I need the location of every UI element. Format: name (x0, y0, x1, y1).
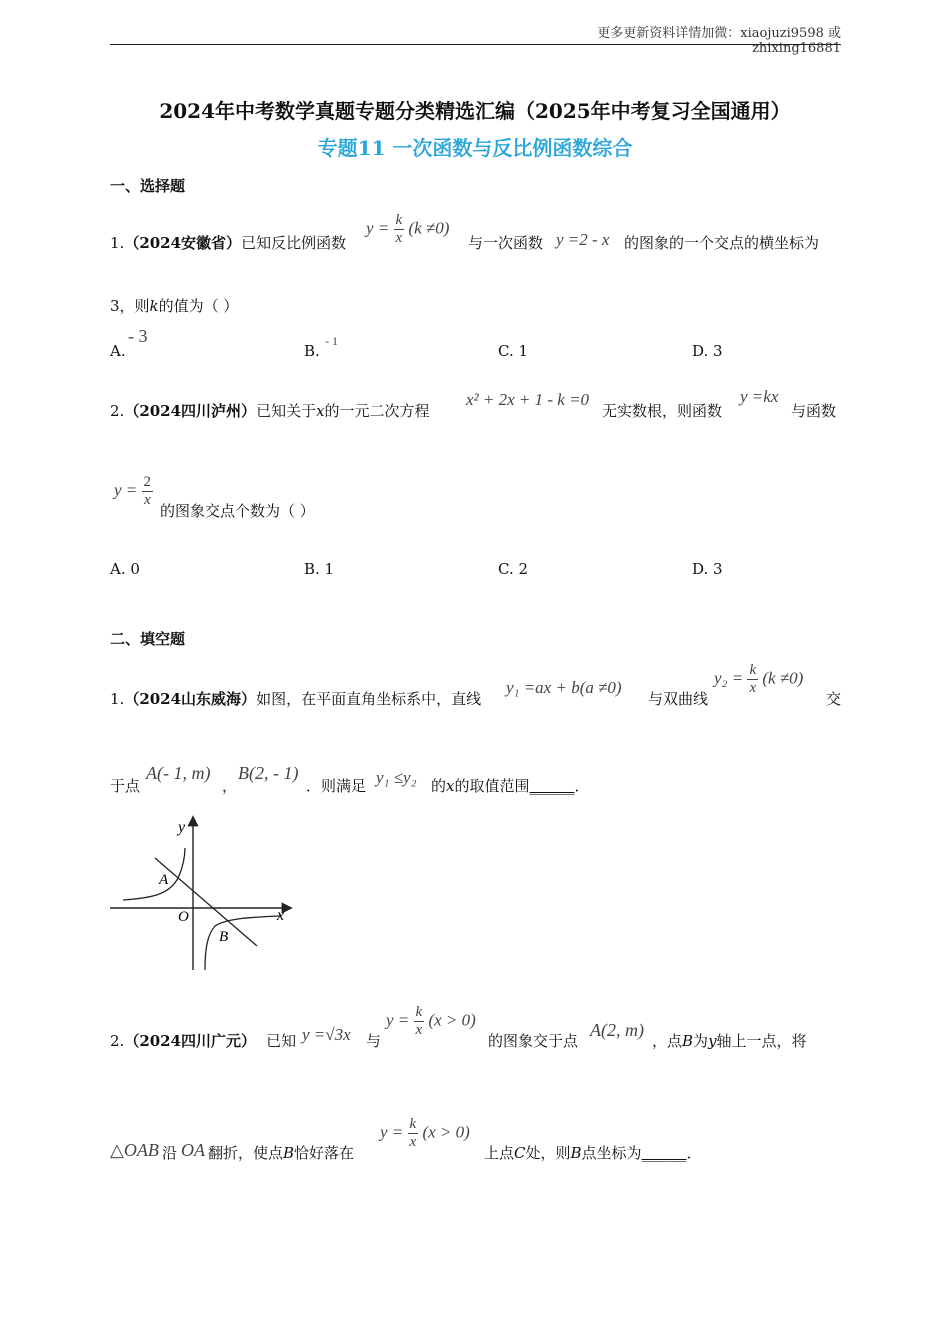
f1-x: x (446, 777, 455, 795)
f1-text-a: 如图，在平面直角坐标系中，直线 (256, 690, 482, 708)
f2-y: y (708, 1032, 717, 1050)
f1-end: ． (574, 777, 590, 795)
q2-text-a: 已知关于 (256, 402, 317, 420)
f1-text-c: 交 (826, 690, 842, 708)
q2-text-d: 无实数根，则函数 (602, 402, 723, 420)
section-fill: 二、填空题 (110, 630, 186, 648)
q1-text-d: 3，则 (110, 297, 150, 315)
q1-option-d: D. 3 (692, 342, 723, 360)
q2-formula (114, 474, 153, 509)
f1-source: （2024山东威海） (124, 690, 257, 708)
f2-b3: B (570, 1144, 582, 1162)
q2-frac-num: 2 (143, 474, 152, 490)
f2-text-f: 为 (693, 1032, 709, 1050)
f1-text-b: 与双曲线 (648, 690, 709, 708)
q1-num: 1. (110, 234, 125, 252)
f2-text-i: 沿 (162, 1144, 178, 1162)
f2-num: 2. (110, 1032, 125, 1050)
f2-point-a: A(2, m) (590, 1020, 644, 1040)
f1-inequality: y₁ ≤y₂ (376, 768, 417, 787)
f1-cond: (k ≠0) (762, 668, 804, 688)
f1-fraction (747, 662, 758, 697)
q1-text-b: 与一次函数 (468, 234, 544, 252)
f1-text-e: ， (222, 777, 238, 795)
f1-line1 (110, 688, 481, 709)
f2-text-o: 处，则 (525, 1144, 571, 1162)
q1-frac-den: x (395, 230, 403, 246)
q1-text-c: 的图象的一个交点的横坐标为 (624, 234, 820, 252)
q1-source: （2024安徽省） (124, 234, 242, 252)
f2-text-m: 上点 (484, 1144, 515, 1162)
f1-text-g: 的 (431, 777, 447, 795)
f2-triangle: △OAB (110, 1140, 159, 1160)
q2-num: 2. (110, 402, 125, 420)
f1-point-a: A(- 1, m) (146, 763, 211, 783)
graph-label-x: x (277, 907, 285, 924)
f2-formula1 (386, 1004, 476, 1039)
f2-frac1-den: x (415, 1022, 423, 1038)
f1-text-f: ．则满足 (306, 777, 367, 795)
q1-option-b: B. (304, 342, 320, 360)
q2-fraction (142, 474, 154, 509)
f1-y2: y₂ = (714, 668, 744, 688)
f1-hyperbola (714, 662, 803, 697)
line-y1 (155, 858, 257, 946)
q1-linear: y =2 - x (556, 230, 610, 249)
f1-text-i: 的取值范围 (454, 777, 530, 795)
q1-option-a-value: - 3 (128, 326, 148, 346)
q2-text-f: 的图象交点个数为（ ） (160, 502, 315, 520)
f1-text-d: 于点 (110, 777, 141, 795)
f2-frac2-num: k (409, 1116, 417, 1132)
f2-cond-2: (x > 0) (422, 1122, 470, 1142)
q2-option-c: C. 2 (498, 560, 529, 578)
doc-title: 2024年中考数学真题专题分类精选汇编（2025年中考复习全国通用） (159, 99, 791, 123)
f1-line2-tail (431, 775, 590, 796)
f2-cond-1: (x > 0) (428, 1010, 476, 1030)
f2-text-a: 已知 (266, 1032, 297, 1050)
q2-ykx: y =kx (740, 387, 779, 406)
f2-sqrt-line: y =√3x (302, 1025, 351, 1044)
q1-k: k (149, 297, 159, 315)
q2-option-a: A. 0 (110, 560, 140, 578)
header-note: 更多更新资料详情加微：xiaojuzi9598 或 zhixing16881 (597, 26, 841, 56)
hyperbola-left-branch (123, 848, 185, 900)
f1-answer-blank[interactable]: ______ (529, 777, 575, 795)
q1-text-f: 的值为（ ） (158, 297, 239, 315)
f2-b2: B (283, 1144, 295, 1162)
f2-text-h: 轴上一点，将 (716, 1032, 807, 1050)
f2-text-c: 的图象交于点 (488, 1032, 579, 1050)
q1-formula-inverse (366, 212, 449, 247)
q1-frac-num: k (395, 212, 403, 228)
hyperbola-right-branch (205, 916, 281, 970)
graph-label-o: O (178, 909, 189, 925)
f2-mid (208, 1142, 354, 1163)
q2-option-b: B. 1 (304, 560, 335, 578)
f2-fraction-2 (408, 1116, 419, 1151)
f2-source: （2024四川广元） (124, 1032, 257, 1050)
q1-fraction (394, 212, 405, 247)
f2-fraction-1 (414, 1004, 425, 1039)
q1-text-a: 已知反比例函数 (241, 234, 347, 252)
f2-oa: OA (181, 1140, 205, 1160)
f1-line-formula: y₁ =ax + b(a ≠0) (506, 678, 622, 697)
q2-y-eq: y = (114, 480, 138, 500)
f2-line1 (110, 1030, 296, 1051)
graph-label-b: B (219, 929, 229, 945)
q1-line2 (110, 295, 238, 316)
f2-text-j: 翻折，使点 (208, 1144, 284, 1162)
q2-line1 (110, 400, 430, 421)
f1-graph (105, 810, 305, 980)
f2-text-q: 点坐标为 (581, 1144, 642, 1162)
f2-frac1-num: k (415, 1004, 423, 1020)
f2-answer-blank[interactable]: ______ (641, 1144, 687, 1162)
topic-title: 专题11 一次函数与反比例函数综合 (317, 136, 633, 160)
q1-cond: (k ≠0) (408, 218, 450, 238)
f2-line1-tail (652, 1030, 807, 1051)
q2-text-e: 与函数 (791, 402, 837, 420)
graph-label-y: y (178, 819, 186, 836)
f1-frac-num: k (749, 662, 757, 678)
f1-point-b: B(2, - 1) (238, 763, 299, 783)
section-choice: 一、选择题 (110, 177, 186, 195)
header-divider (110, 44, 841, 45)
f2-tail (484, 1142, 702, 1163)
f2-text-d: ，点 (652, 1032, 683, 1050)
q2-frac-den: x (143, 492, 151, 508)
q2-x: x (316, 402, 325, 420)
q1-option-a: A. (110, 342, 126, 360)
f2-y-eq-1: y = (386, 1010, 410, 1030)
f2-b: B (682, 1032, 694, 1050)
q1-line1 (110, 232, 346, 253)
q2-option-d: D. 3 (692, 560, 723, 578)
f2-end: ． (686, 1144, 702, 1162)
f2-text-b: 与 (366, 1032, 382, 1050)
q2-source: （2024四川泸州） (124, 402, 257, 420)
graph-label-a: A (159, 872, 169, 888)
f1-num: 1. (110, 690, 125, 708)
q1-y-eq: y = (366, 218, 390, 238)
f2-y-eq-2: y = (380, 1122, 404, 1142)
f2-frac2-den: x (409, 1134, 417, 1150)
f2-text-l: 恰好落在 (294, 1144, 355, 1162)
f2-c: C (514, 1144, 526, 1162)
q1-option-c: C. 1 (498, 342, 529, 360)
q2-text-c: 的一元二次方程 (324, 402, 430, 420)
f2-formula2 (380, 1116, 470, 1151)
q2-quadratic: x² + 2x + 1 - k =0 (466, 390, 590, 409)
q1-option-b-value: - 1 (325, 334, 338, 348)
f1-frac-den: x (749, 680, 757, 696)
